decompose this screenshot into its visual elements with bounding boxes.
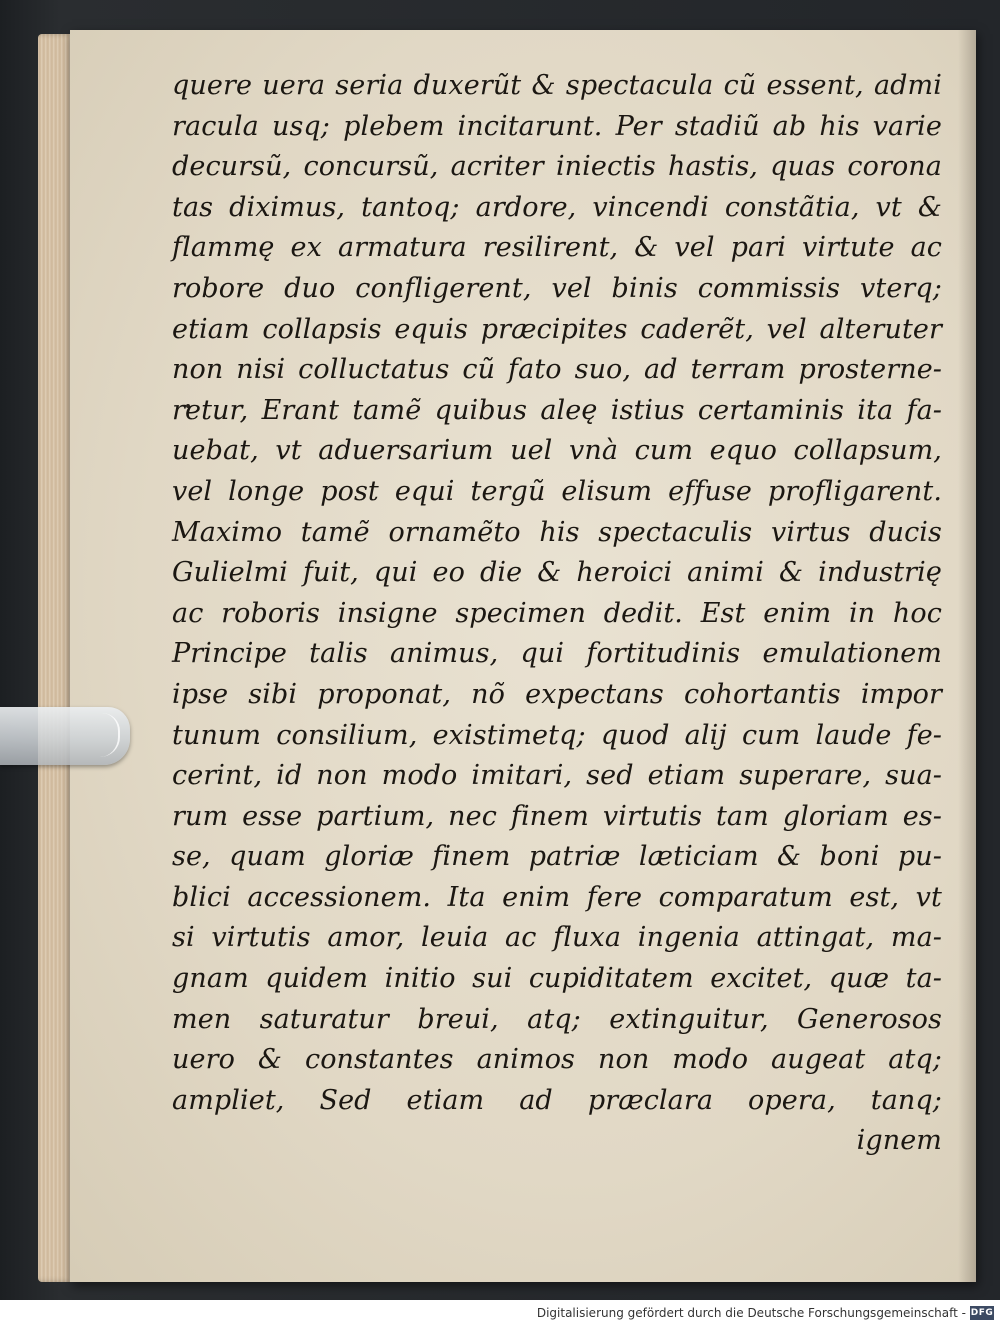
text-line: si virtutis amor, leuia ac fluxa ingenia attingat, ma- (172, 922, 942, 954)
dfg-logo-icon: DFG (970, 1308, 994, 1318)
text-line: decursũ, concursũ, acriter iniectis hastis, quas corona (172, 151, 942, 183)
text-line: uebat, vt aduersarium uel vnà cum equo collapsum, (172, 435, 942, 467)
text-line: Principe talis animus, qui fortitudinis emulationem (172, 638, 942, 670)
text-line: tunum consilium, existimetq; quod alij cum laude fe- (172, 719, 942, 751)
text-line: non nisi colluctatus cũ fato suo, ad terram prosterne- (172, 354, 942, 386)
text-line: quere uera seria duxerũt & spectacula cũ essent, admi (172, 70, 942, 101)
text-line: racula usq; plebem incitarunt. Per stadiũ ab his varie (172, 110, 942, 142)
text-line: uero & constantes animos non modo augeat atq; (172, 1044, 942, 1076)
text-line: ampliet, Sed etiam ad præclara opera, tanq; (172, 1084, 942, 1116)
text-line: cerint, id non modo imitari, sed etiam superare, sua- (172, 760, 942, 792)
text-line: flammę ex armatura resilirent, & vel pari virtute ac (172, 232, 942, 264)
text-line: blici accessionem. Ita enim fere comparatum est, vt (172, 881, 942, 913)
text-line: gnam quidem initio sui cupiditatem excitet, quæ ta- (172, 963, 942, 995)
text-line: Gulielmi fuit, qui eo die & heroici animi & industrię (172, 557, 942, 589)
text-line: vel longe post equi tergũ elisum effuse profligarent. (172, 475, 942, 507)
text-line: retur, Erant tamẽ quibus aleę istius certaminis ita fa- (172, 394, 942, 426)
text-line: ipse sibi proponat, nõ expectans cohortantis impor (172, 678, 942, 710)
footer-credit: Digitalisierung gefördert durch die Deutsche Forschungsgemeinschaft - (536, 1306, 966, 1320)
text-line: Maximo tamẽ ornamẽto his spectaculis virtus ducis (172, 516, 942, 548)
text-line: se, quam gloriæ finem patriæ læticiam & boni pu- (172, 841, 942, 873)
text-line: robore duo confligerent, vel binis commissis vterq; (172, 272, 942, 304)
page-text (172, 66, 942, 1162)
text-line: rum esse partium, nec finem virtutis tam gloriam es- (172, 800, 942, 832)
book-page-edge (38, 34, 74, 1282)
page-clip (0, 707, 130, 765)
text-line: men saturatur breui, atq; extinguitur, Generosos (172, 1003, 942, 1035)
text-line: ac roboris insigne specimen dedit. Est enim in hoc (172, 597, 942, 629)
footer-bar (0, 1300, 1000, 1327)
catchword: ignem (856, 1125, 942, 1157)
text-line: etiam collapsis equis præcipites caderẽt, vel alteruter (172, 313, 942, 345)
text-line: tas diximus, tantoq; ardore, vincendi constãtia, vt & (172, 191, 942, 223)
